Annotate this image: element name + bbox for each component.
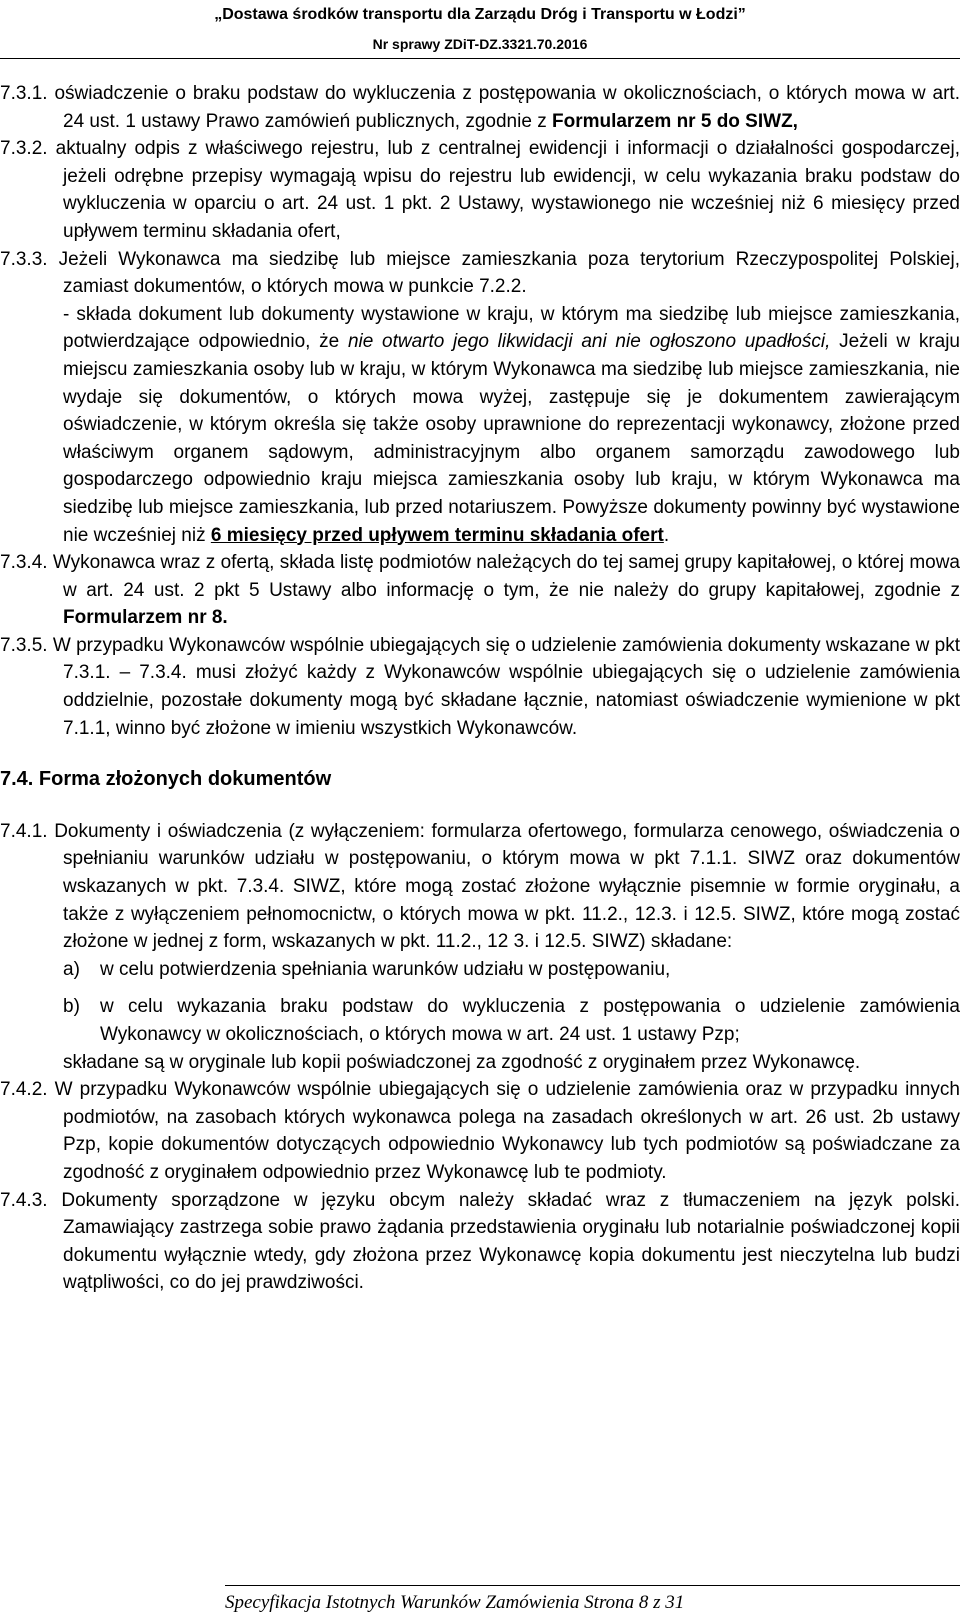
footer-divider (225, 1585, 960, 1586)
section-7-3-2 (0, 135, 960, 245)
section-text: - składa dokument lub dokumenty wystawione w kraju, w którym ma siedzibę lub miejsce zamieszkania, potwierdzające odpowiednio, że (63, 303, 960, 353)
section-number: 7.3.4. (0, 552, 48, 574)
section-number: 7.4.3. (0, 1189, 48, 1211)
section-7-4-3 (0, 1187, 960, 1297)
section-text: Jeżeli Wykonawca ma siedzibę lub miejsce zamieszkania poza terytorium Rzeczypospolitej Polskiej, zamiast dokumentów, o których mowa w punkcie 7.2.2. (58, 248, 960, 298)
deadline-emphasis: 6 miesięcy przed upływem terminu składania ofert (210, 524, 664, 546)
section-text: Dokumenty sporządzone w języku obcym należy składać wraz z tłumaczeniem na język polski. Zamawiający zastrzega sobie prawo żądania przedstawienia oryginału lub notarialnie poświadczonej kopii dokumentu wyłącznie wtedy, gdy złożona przez Wykonawcę kopia dokumentu jest nieczytelna lub budzi wątpliwości, co do jej prawdziwości. (61, 1189, 960, 1294)
section-7-4-2 (0, 1076, 960, 1186)
section-text: Wykonawca wraz z ofertą, składa listę podmiotów należących do tej samej grupy kapitałowej, o której mowa w art. 24 ust. 2 pkt 5 Ustawy albo informację o tym, że nie należy do grupy kapitałowej, zgodnie z (52, 552, 960, 601)
list-label: b) (63, 996, 80, 1018)
section-7-4-1-tail: składane są w oryginale lub kopii poświadczonej za zgodność z oryginałem przez Wykonawcę. (63, 1051, 861, 1073)
list-text: w celu wykazania braku podstaw do wykluczenia z postępowania o udzielenie zamówienia Wykonawcy w okolicznościach, o których mowa w art. 24 ust. 1 ustawy Pzp; (100, 996, 960, 1045)
section-7-3-5 (0, 632, 960, 742)
section-7-3-3-detail (0, 301, 960, 549)
form-reference: Formularzem nr 5 do SIWZ, (551, 110, 798, 132)
section-number: 7.3.3. (0, 248, 48, 270)
section-text: aktualny odpis z właściwego rejestru, lub z centralnej ewidencji i informacji o działalności gospodarczej, jeżeli odrębne przepisy wymagają wpisu do rejestru lub ewidencji, w celu wykazania braku podstaw do wykluczenia w oparciu o art. 24 ust. 1 pkt. 2 Ustawy, wystawionego nie wcześniej niż 6 miesięcy przed upływem terminu składania ofert, (55, 138, 960, 242)
section-text: Jeżeli w kraju miejscu zamieszkania osoby lub w kraju, w którym Wykonawca ma siedzibę lub miejsce zamieszkania, nie wydaje się dokumentów, o których mowa wyżej, zastępuje się je dokumentem zawierającym oświadczenie, w którym określa się także osoby uprawnione do reprezentacji wykonawcy, złożone przed właściwym organem sądowym, administracyjnym albo organem samorządu zawodowego lub gospodarczego odpowiednio kraju miejsca zamieszkania osoby lub kraju, w którym Wykonawca ma siedzibę lub miejsce zamieszkania, lub przed notariuszem. Powyższe dokumenty powinny być wystawione nie wcześniej niż (63, 331, 960, 546)
section-number: 7.3.2. (0, 138, 48, 160)
page-footer: Specyfikacja Istotnych Warunków Zamówienia Strona 8 z 31 (225, 1592, 685, 1613)
form-reference: Formularzem nr 8. (63, 607, 228, 629)
section-text: . (663, 524, 670, 546)
list-item-b (0, 993, 960, 1048)
section-7-3-3 (0, 246, 960, 301)
list-text: w celu potwierdzenia spełniania warunków udziału w postępowaniu, (100, 958, 671, 980)
section-number: 7.4.1. (0, 820, 48, 842)
italic-text: nie otwarto jego likwidacji ani nie ogłoszono upadłości, (347, 331, 831, 353)
document-body (0, 80, 960, 1297)
section-7-3-1 (0, 80, 960, 135)
section-text: Dokumenty i oświadczenia (z wyłączeniem: formularza ofertowego, formularza cenowego, oświadczenia o spełnianiu warunków udziału w postępowaniu, o którym mowa w pkt 7.1.1. SIWZ oraz dokumentów wskazanych w pkt. 7.3.4. SIWZ, które mogą zostać złożone wyłącznie pisemnie w formie oryginału, a także z wyłączeniem pełnomocnictw, o których mowa w pkt. 11.2., 12.3. i 12.5. SIWZ, które mogą zostać złożone w jednej z form, wskazanych w pkt. 11.2., 12 3. i 12.5. SIWZ) składane: (54, 820, 960, 953)
section-7-3-4 (0, 549, 960, 632)
list-item-a (0, 956, 960, 984)
section-number: 7.4.2. (0, 1079, 48, 1101)
list-label: a) (63, 958, 80, 980)
section-number: 7.3.5. (0, 634, 48, 656)
section-7-4-1 (0, 818, 960, 956)
section-text: W przypadku Wykonawców wspólnie ubiegających się o udzielenie zamówienia dokumenty wskazane w pkt 7.3.1. – 7.3.4. musi złożyć każdy z Wykonawców wspólnie ubiegających się o udzielenie zamówienia oddzielnie, pozostałe dokumenty mogą być składane łącznie, natomiast oświadczenie wymienione w pkt 7.1.1, winno być złożone w imieniu wszystkich Wykonawców. (52, 634, 960, 739)
case-number: Nr sprawy ZDiT-DZ.3321.70.2016 (372, 36, 588, 52)
section-text: oświadczenie o braku podstaw do wykluczenia z postępowania w okolicznościach, o których mowa w art. 24 ust. 1 ustawy Prawo zamówień publicznych, zgodnie z (54, 83, 960, 132)
document-header-title: „Dostawa środków transportu dla Zarządu Dróg i Transportu w Łodzi” (214, 6, 746, 23)
section-text: W przypadku Wykonawców wspólnie ubiegających się o udzielenie zamówienia oraz w przypadku innych podmiotów, na zasobach których wykonawca polega na zasadach określonych w art. 26 ust. 2b ustawy Pzp, kopie dokumentów dotyczących odpowiednio Wykonawcy lub tych podmiotów są poświadczane za zgodność z oryginałem odpowiednio przez Wykonawcę lub te podmioty. (54, 1079, 960, 1183)
header-divider (0, 58, 960, 59)
section-heading-7-4: 7.4. Forma złożonych dokumentów (0, 768, 332, 791)
section-number: 7.3.1. (0, 83, 48, 104)
